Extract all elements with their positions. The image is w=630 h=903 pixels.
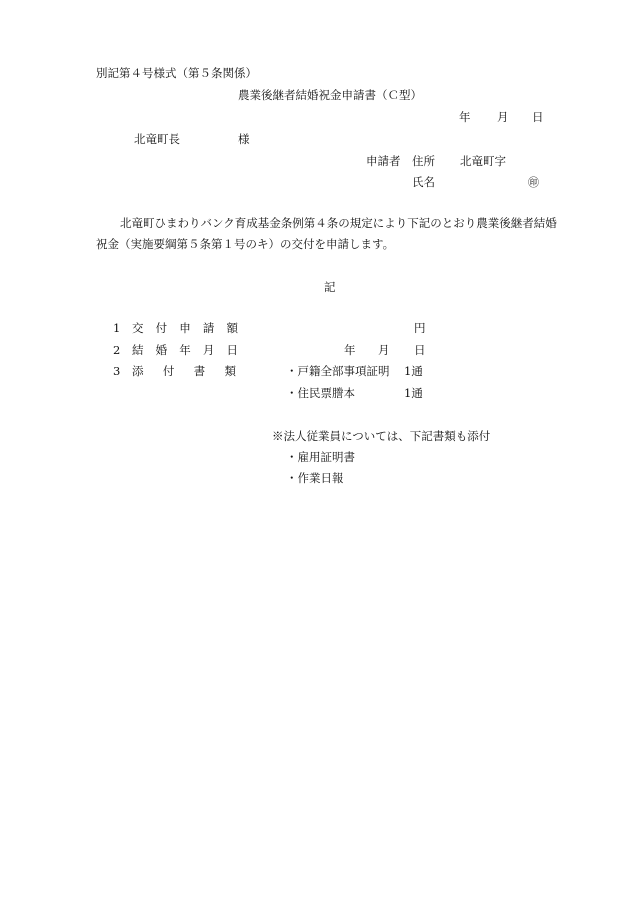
item-label-attachments [132, 366, 236, 378]
body-text-line-1: 北竜町ひまわりバンク育成基金条例第４条の規定により下記のとおり農業後継者結婚 [120, 216, 557, 230]
label-char: 結 [132, 343, 144, 357]
ki-heading: 記 [324, 280, 336, 294]
note-item: ・作業日報 [286, 471, 344, 485]
body-text-line-2: 祝金（実施要綱第５条第１号のキ）の交付を申請します。 [96, 237, 395, 251]
label-char: 申 [179, 321, 191, 335]
address-value: 北竜町字 [460, 154, 506, 168]
attachment-name: ・戸籍全部事項証明 [286, 364, 390, 378]
label-char: 添 [132, 364, 144, 378]
attachment-count: 1通 [404, 364, 423, 378]
date-year-label: 年 [459, 110, 471, 124]
yen-unit: 円 [414, 321, 426, 335]
date-month-label: 月 [497, 110, 509, 124]
form-label: 別記第４号様式（第５条関係） [96, 66, 257, 80]
note-item: ・雇用証明書 [286, 450, 355, 464]
document-title: 農業後継者結婚祝金申請書（Ｃ型） [238, 88, 422, 102]
item-number: 1 [113, 321, 121, 335]
label-char: 年 [179, 343, 191, 357]
label-char: 日 [226, 343, 238, 357]
label-char: 付 [155, 321, 168, 335]
addressee-name: 北竜町長 [134, 132, 180, 146]
label-char: 書 [193, 364, 206, 378]
applicant-label: 申請者 [366, 154, 401, 168]
item-label-marriage-date [132, 345, 238, 357]
seal-mark: ㊞ [528, 176, 539, 189]
addressee-honorific: 様 [238, 132, 250, 146]
marriage-day-label: 日 [414, 343, 426, 357]
label-char: 類 [224, 364, 236, 378]
label-char: 月 [202, 343, 215, 357]
item-label-grant-amount [132, 323, 238, 335]
name-label: 氏名 [412, 175, 435, 189]
label-char: 請 [202, 321, 215, 335]
item-number: 3 [113, 364, 121, 378]
corporate-employee-note: ※法人従業員については、下記書類も添付 [272, 429, 491, 443]
label-char: 付 [162, 364, 175, 378]
label-char: 婚 [155, 343, 168, 357]
address-label: 住所 [412, 154, 435, 168]
item-number: 2 [113, 343, 121, 357]
label-char: 額 [226, 321, 238, 335]
marriage-year-label: 年 [344, 343, 356, 357]
marriage-month-label: 月 [378, 343, 390, 357]
attachment-name: ・住民票謄本 [286, 386, 355, 400]
attachment-count: 1通 [404, 386, 423, 400]
label-char: 交 [132, 321, 144, 335]
date-day-label: 日 [532, 110, 544, 124]
